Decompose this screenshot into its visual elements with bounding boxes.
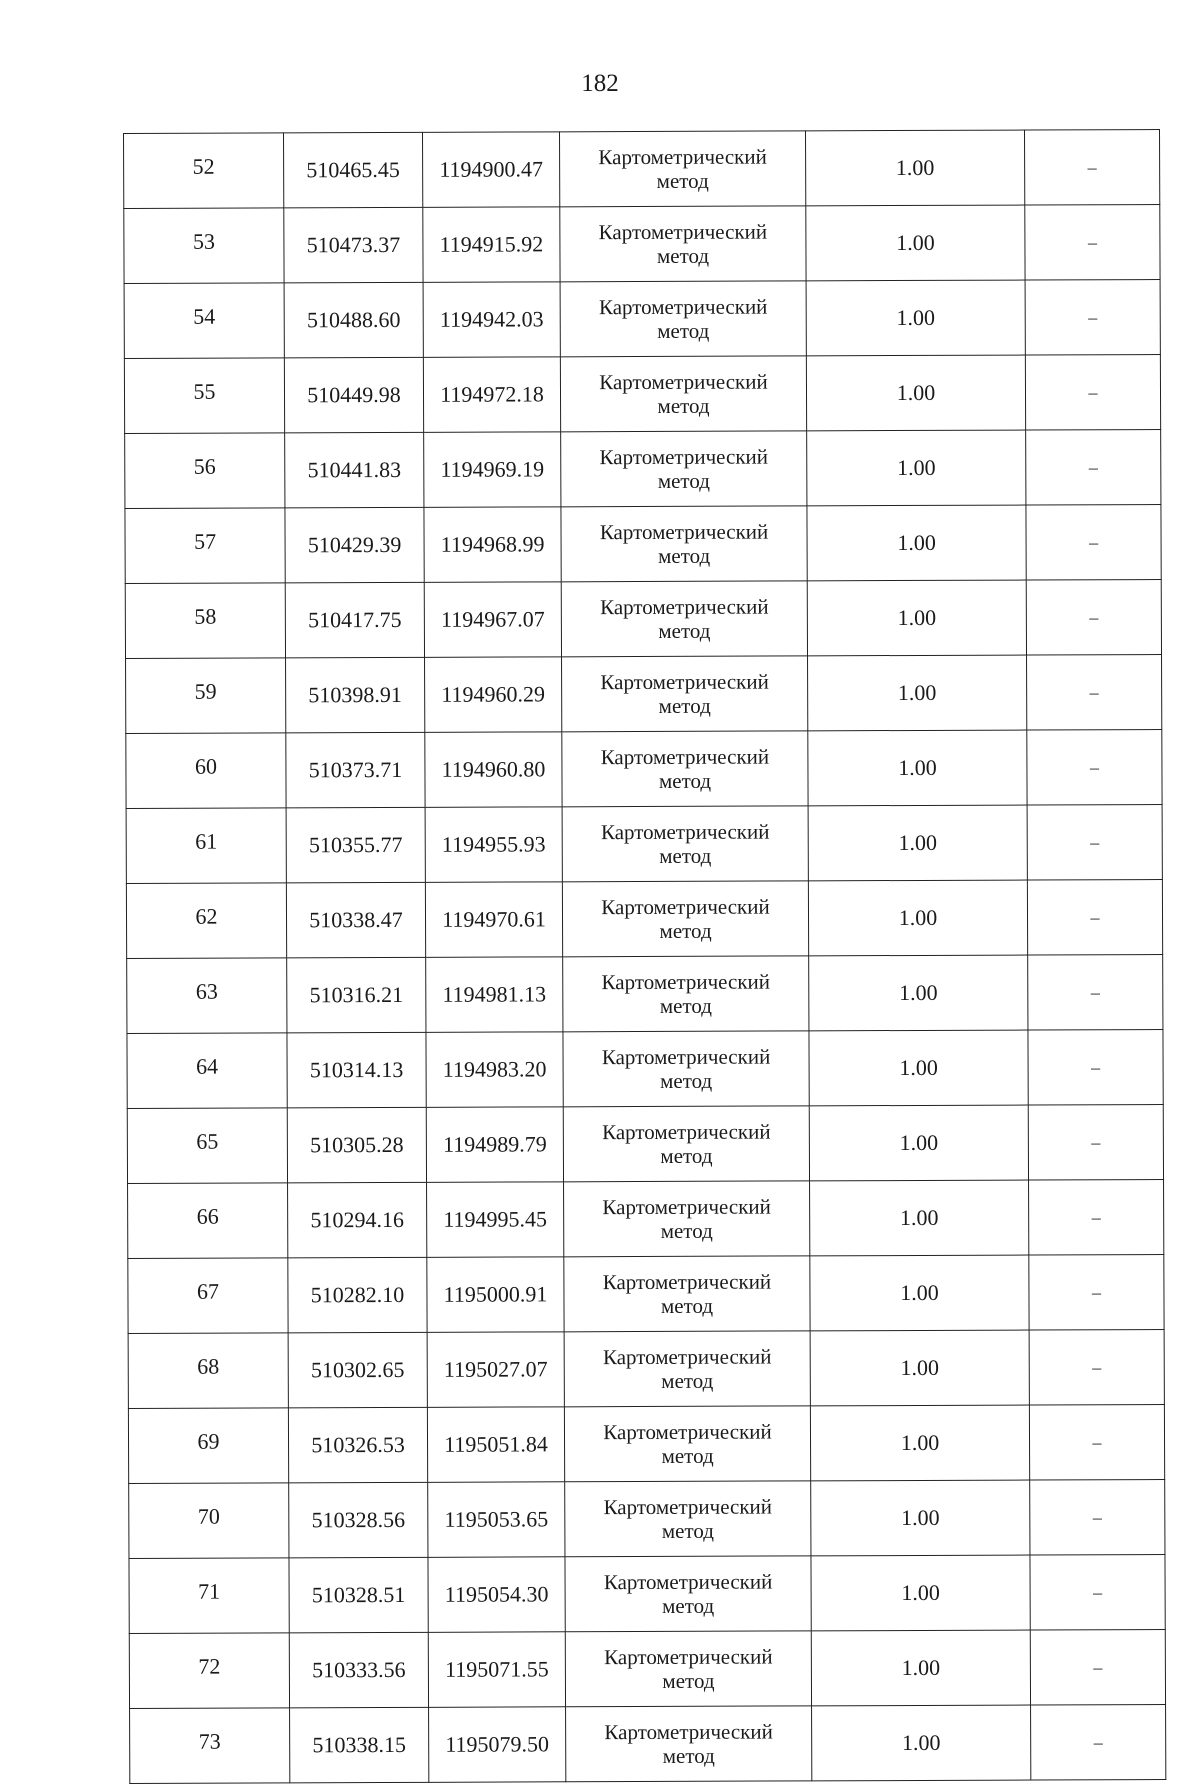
note-cell: – [1030,1480,1165,1556]
method-line-1: Картометрический [600,744,770,770]
method-line-1: Картометрический [604,1644,773,1670]
method-line-1: Картометрический [600,669,769,695]
coordinate-y-cell: 1194972.18 [423,357,560,433]
accuracy-cell: 1.00 [807,430,1026,506]
method-line-2: метод [662,1668,715,1693]
method-line-2: метод [661,1368,714,1393]
method-line-2: метод [662,1743,715,1768]
coordinate-y-cell: 1194981.13 [426,957,563,1033]
coordinate-x-cell: 510338.47 [286,882,425,958]
method-line-1: Картометрический [602,1269,772,1295]
point-number-cell: 68 [128,1333,288,1409]
coordinate-y-cell: 1194955.93 [425,807,562,883]
method-line-1: Картометрический [604,1719,773,1745]
method-line-1: Картометрический [602,1119,771,1145]
accuracy-cell: 1.00 [810,1255,1029,1331]
method-line-2: метод [662,1593,715,1618]
coordinate-y-cell: 1195027.07 [427,1332,564,1408]
method-cell [564,1181,810,1257]
accuracy-cell: 1.00 [806,355,1025,431]
note-cell: – [1028,1105,1163,1181]
method-line-2: метод [660,1293,714,1318]
coordinate-y-cell: 1194960.80 [425,732,562,808]
point-number-cell: 73 [130,1708,290,1784]
note-cell: – [1027,880,1162,956]
coordinate-x-cell: 510338.15 [290,1707,429,1783]
table-row [124,130,1160,209]
accuracy-cell: 1.00 [810,1180,1029,1256]
accuracy-cell: 1.00 [808,730,1027,806]
point-number-cell: 72 [129,1633,289,1709]
method-line-1: Картометрический [600,594,769,620]
coordinate-y-cell: 1194995.45 [427,1182,564,1258]
note-cell: – [1026,505,1161,581]
method-cell [562,881,808,957]
accuracy-cell: 1.00 [807,505,1026,581]
method-cell [560,356,806,432]
method-line-2: метод [660,1143,713,1168]
point-number-cell: 56 [125,433,285,509]
method-cell [565,1481,811,1557]
method-line-2: метод [657,468,710,493]
note-cell: – [1027,805,1162,881]
coordinate-y-cell: 1194970.61 [425,882,562,958]
method-line-1: Картометрический [599,369,768,395]
method-line-2: метод [658,693,711,718]
accuracy-cell: 1.00 [808,655,1027,731]
method-cell [565,1631,811,1707]
method-cell [561,431,807,507]
method-line-1: Картометрический [602,1344,772,1370]
note-cell: – [1027,730,1162,806]
coordinate-y-cell: 1195053.65 [428,1482,565,1558]
method-line-1: Картометрический [603,1419,772,1445]
method-line-1: Картометрический [598,294,768,320]
method-line-2: метод [659,993,712,1018]
coordinates-table [123,129,1166,1784]
method-cell [563,1031,809,1107]
note-cell: – [1025,205,1160,281]
coordinate-x-cell: 510328.56 [289,1482,428,1558]
point-number-cell: 66 [128,1183,288,1259]
method-line-1: Картометрический [601,894,770,920]
method-line-2: метод [659,843,712,868]
method-cell [564,1256,810,1332]
method-cell [564,1331,810,1407]
method-line-2: метод [661,1443,714,1468]
point-number-cell: 64 [127,1033,287,1109]
method-line-2: метод [656,243,710,268]
accuracy-cell: 1.00 [808,880,1027,956]
accuracy-cell: 1.00 [805,130,1024,206]
coordinate-y-cell: 1194989.79 [426,1107,563,1183]
method-cell [565,1556,811,1632]
note-cell: – [1024,130,1159,206]
coordinate-x-cell: 510373.71 [286,732,425,808]
note-cell: – [1028,1030,1163,1106]
note-cell: – [1027,655,1162,731]
point-number-cell: 60 [126,733,286,809]
point-number-cell: 62 [126,883,286,959]
method-line-2: метод [660,1218,713,1243]
note-cell: – [1028,955,1163,1031]
method-line-2: метод [658,618,711,643]
coordinate-x-cell: 510465.45 [284,132,423,208]
accuracy-cell: 1.00 [808,805,1027,881]
coordinate-y-cell: 1194942.03 [423,282,560,358]
coordinate-x-cell: 510328.51 [289,1557,428,1633]
table-row [127,955,1163,1034]
accuracy-cell: 1.00 [812,1705,1031,1781]
table-row [125,505,1161,584]
table-row [129,1555,1165,1634]
point-number-cell: 65 [127,1108,287,1184]
table-row [125,580,1161,659]
point-number-cell: 70 [129,1483,289,1559]
coordinate-x-cell: 510488.60 [284,282,423,358]
coordinate-x-cell: 510441.83 [285,432,424,508]
note-cell: – [1029,1180,1164,1256]
method-cell [560,206,806,282]
table-row [124,280,1160,359]
method-line-1: Картометрический [599,444,769,470]
table-row [127,1030,1163,1109]
coordinate-x-cell: 510355.77 [286,807,425,883]
coordinate-y-cell: 1195054.30 [428,1557,565,1633]
coordinate-x-cell: 510305.28 [287,1107,426,1183]
accuracy-cell: 1.00 [806,205,1025,281]
coordinate-y-cell: 1195051.84 [427,1407,564,1483]
method-line-2: метод [658,543,711,568]
method-line-2: метод [656,168,709,193]
table-row [126,730,1162,809]
coordinate-y-cell: 1194967.07 [424,582,561,658]
accuracy-cell: 1.00 [810,1405,1029,1481]
coordinate-x-cell: 510449.98 [284,357,423,433]
method-cell [562,806,808,882]
table-row [126,805,1162,884]
method-line-1: Картометрический [601,969,771,995]
table-row [128,1255,1164,1334]
note-cell: – [1029,1405,1164,1481]
table-row [126,655,1162,734]
table-row [124,355,1160,434]
point-number-cell: 71 [129,1558,289,1634]
coordinate-y-cell: 1194969.19 [424,432,561,508]
accuracy-cell: 1.00 [811,1555,1030,1631]
coordinate-y-cell: 1194983.20 [426,1032,563,1108]
method-line-1: Картометрический [600,819,770,845]
method-line-2: метод [657,393,710,418]
method-cell [562,656,808,732]
accuracy-cell: 1.00 [807,580,1026,656]
point-number-cell: 52 [124,133,284,209]
table-row [128,1330,1164,1409]
point-number-cell: 61 [126,808,286,884]
point-number-cell: 69 [128,1408,288,1484]
method-cell [559,131,805,207]
point-number-cell: 57 [125,508,285,584]
method-line-2: метод [658,768,712,793]
table-row [130,1705,1166,1784]
table-body [124,130,1166,1784]
method-line-1: Картометрический [598,144,767,170]
method-cell [566,1706,812,1782]
point-number-cell: 53 [124,208,284,284]
coordinate-x-cell: 510333.56 [289,1632,428,1708]
method-cell [561,581,807,657]
accuracy-cell: 1.00 [811,1630,1030,1706]
note-cell: – [1030,1630,1165,1706]
accuracy-cell: 1.00 [810,1330,1029,1406]
coordinate-x-cell: 510282.10 [288,1257,427,1333]
coordinate-x-cell: 510417.75 [285,582,424,658]
page-number: 182 [581,70,619,97]
point-number-cell: 58 [125,583,285,659]
coordinate-y-cell: 1195071.55 [428,1632,565,1708]
accuracy-cell: 1.00 [809,1030,1028,1106]
coordinate-y-cell: 1194968.99 [424,507,561,583]
coordinate-x-cell: 510429.39 [285,507,424,583]
method-cell [563,956,809,1032]
table-row [128,1180,1164,1259]
method-line-1: Картометрический [598,219,768,245]
table-row [125,430,1161,509]
table-row [126,880,1162,959]
method-line-1: Картометрический [601,1044,771,1070]
coordinate-x-cell: 510473.37 [284,207,423,283]
point-number-cell: 54 [124,283,284,359]
method-line-2: метод [657,318,710,343]
coordinate-y-cell: 1194900.47 [422,132,559,208]
point-number-cell: 55 [124,358,284,434]
note-cell: – [1030,1555,1165,1631]
point-number-cell: 63 [127,958,287,1034]
coordinate-x-cell: 510294.16 [288,1182,427,1258]
coordinate-x-cell: 510316.21 [287,957,426,1033]
coordinate-y-cell: 1195079.50 [429,1707,566,1783]
note-cell: – [1026,580,1161,656]
coordinate-x-cell: 510326.53 [288,1407,427,1483]
note-cell: – [1031,1705,1166,1781]
accuracy-cell: 1.00 [806,280,1025,356]
note-cell: – [1026,430,1161,506]
method-line-2: метод [659,918,712,943]
table-row [129,1480,1165,1559]
note-cell: – [1025,280,1160,356]
method-cell [561,506,807,582]
method-line-1: Картометрический [603,1569,773,1595]
coordinate-x-cell: 510398.91 [286,657,425,733]
note-cell: – [1029,1330,1164,1406]
note-cell: – [1025,355,1160,431]
table-row [124,205,1160,284]
coordinate-y-cell: 1194960.29 [425,657,562,733]
method-line-1: Картометрический [602,1194,771,1220]
coordinate-x-cell: 510302.65 [288,1332,427,1408]
accuracy-cell: 1.00 [809,955,1028,1031]
method-line-2: метод [660,1068,713,1093]
point-number-cell: 67 [128,1258,288,1334]
point-number-cell: 59 [126,658,286,734]
coordinate-x-cell: 510314.13 [287,1032,426,1108]
method-cell [564,1406,810,1482]
method-line-1: Картометрический [603,1494,773,1520]
coordinates-table-wrapper [123,129,1166,1784]
method-line-1: Картометрический [599,519,769,545]
method-cell [560,281,806,357]
method-cell [563,1106,809,1182]
note-cell: – [1029,1255,1164,1331]
table-row [127,1105,1163,1184]
accuracy-cell: 1.00 [809,1105,1028,1181]
method-line-2: метод [661,1518,714,1543]
accuracy-cell: 1.00 [811,1480,1030,1556]
coordinate-y-cell: 1194915.92 [423,207,560,283]
method-cell [562,731,808,807]
table-row [128,1405,1164,1484]
coordinate-y-cell: 1195000.91 [427,1257,564,1333]
